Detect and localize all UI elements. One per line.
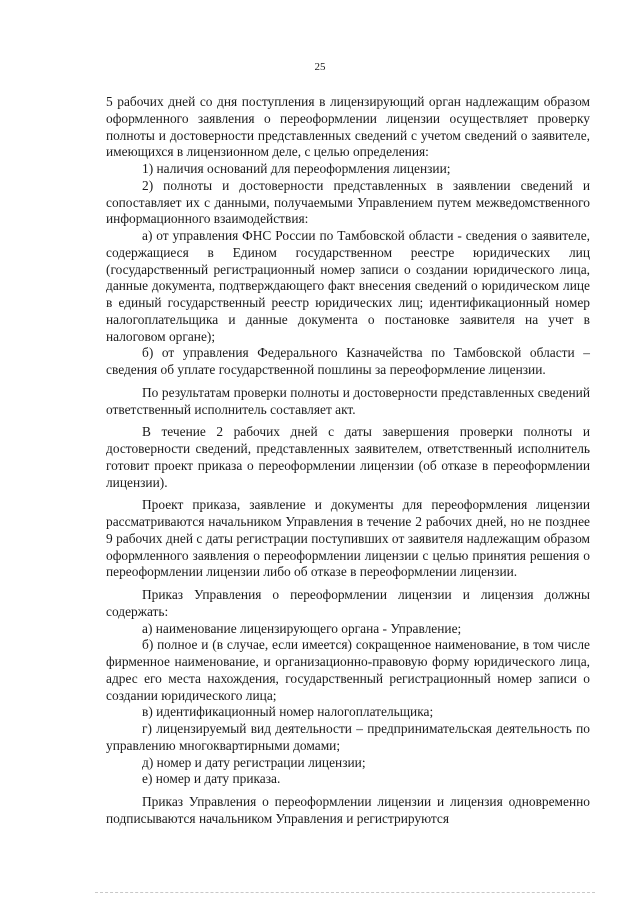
paragraph-intro: 5 рабочих дней со дня поступления в лицензирующий орган надлежащим образом оформленного заявления о переоформлении лицензии осуществляет проверку полноты и достоверности представленных сведений с учетом сведений о заявителе, имеющихся в лицензионном деле, с целью определения: [106, 94, 590, 160]
paragraph-verification-result: По результатам проверки полноты и достоверности представленных сведений ответственный исполнитель составляет акт. [106, 384, 590, 417]
paragraph-content-d: д) номер и дату регистрации лицензии; [142, 754, 366, 770]
paragraph-order-content: Приказ Управления о переоформлении лицензии и лицензия должны содержать: [106, 587, 590, 619]
paragraph-subitem-a: а) от управления ФНС России по Тамбовской области - сведения о заявителе, содержащиеся в Едином государственном реестре юридических лиц (государственный регистрационный номер записи о создании юридического лица, данные документа, подтверждающего факт внесения сведений о юридическом лице в единый государственный реестр юридических лиц; идентификационный номер налогоплательщика и данные документа о постановке заявителя на учет в налоговом органе); [106, 228, 590, 344]
paragraph-subitem-b: б) от управления Федерального Казначейства по Тамбовской области – сведения об уплате государственной пошлины за переоформление лицензии. [106, 345, 590, 377]
scan-artifact-line [95, 892, 595, 895]
paragraph-item-2: 2) полноты и достоверности представленных в заявлении сведений и сопоставляет их с данными, получаемыми Управлением путем межведомственного информационного взаимодействия: [106, 177, 590, 227]
paragraph-content-e: е) номер и дату приказа. [142, 771, 281, 787]
paragraph-order-draft: В течение 2 рабочих дней с даты завершения проверки полноты и достоверности сведений, представленных заявителем, ответственный исполнитель готовит проект приказа о переоформлении лицензии (об отказе в переоформлении лицензии). [106, 424, 590, 490]
paragraph-content-a: а) наименование лицензирующего органа - Управление; [142, 620, 462, 636]
paragraph-review: Проект приказа, заявление и документы для переоформления лицензии рассматриваются начальником Управления в течение 2 рабочих дней, но не позднее 9 рабочих дней с даты регистрации поступивших от заявителя надлежащим образом оформленного заявления о переоформлении лицензии с целью принятия решения о переоформлении лицензии либо об отказе в переоформлении лицензии. [106, 497, 590, 580]
paragraph-content-b: б) полное и (в случае, если имеется) сокращенное наименование, в том числе фирменное наименование, и организационно-правовую форму юридического лица, адрес его места нахождения, государственный регистрационный номер записи о создании юридического лица; [106, 637, 590, 703]
paragraph-content-v: в) идентификационный номер налогоплательщика; [142, 704, 434, 720]
paragraph-signing: Приказ Управления о переоформлении лицензии и лицензия одновременно подписываются начальником Управления и регистрируются [106, 794, 590, 826]
document-body [106, 94, 590, 828]
paragraph-item-1: 1) наличия оснований для переоформления лицензии; [142, 161, 451, 176]
paragraph-content-g: г) лицензируемый вид деятельности – предпринимательская деятельность по управлению многоквартирными домами; [106, 721, 590, 753]
page-number: 25 [314, 61, 326, 73]
